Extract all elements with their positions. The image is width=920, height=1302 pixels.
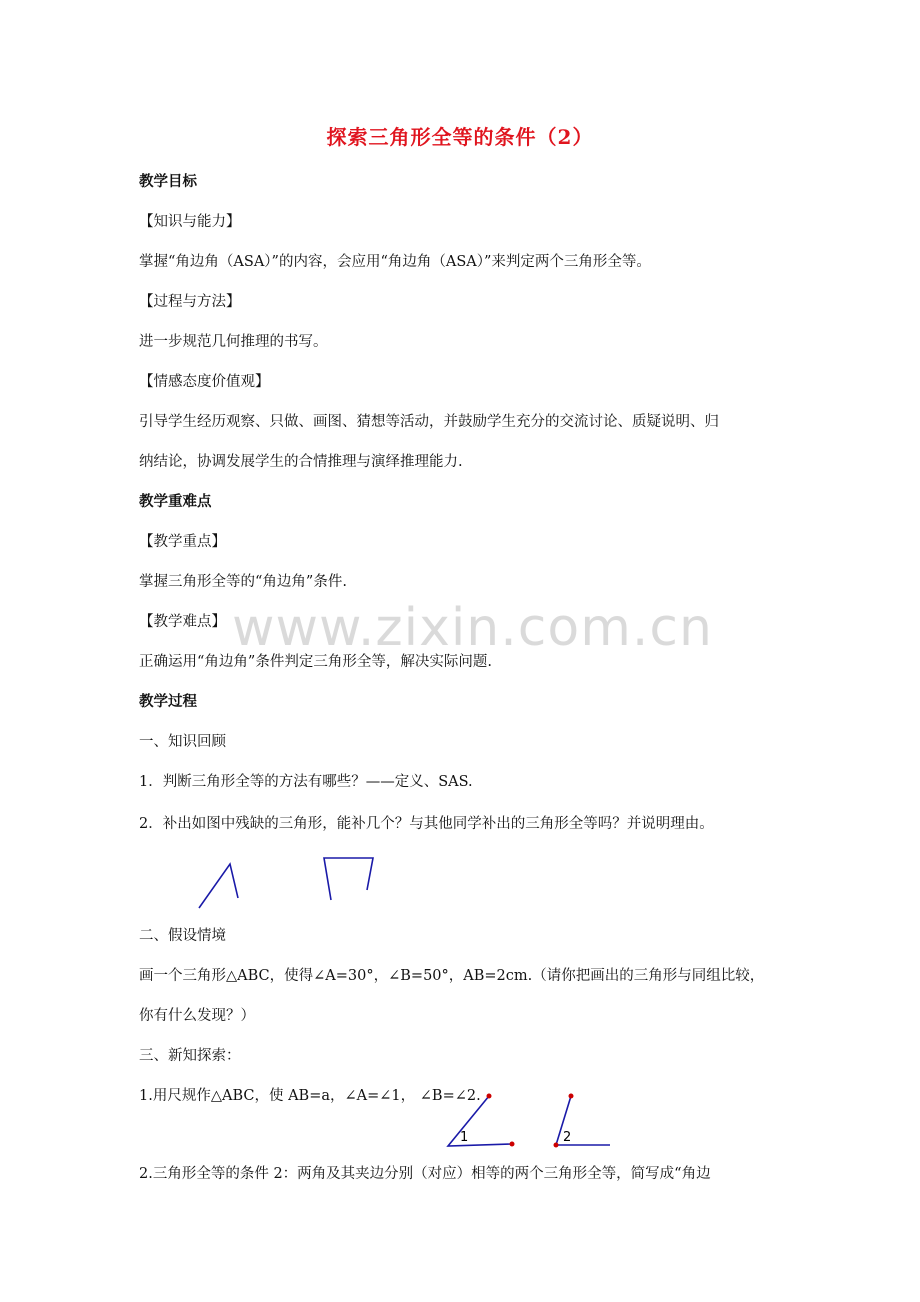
attitude-text-2: 纳结论，协调发展学生的合情推理与演绎推理能力. (139, 454, 463, 470)
attitude-text-1: 引导学生经历观察、只做、画图、猜想等活动，并鼓励学生充分的交流讨论、质疑说明、归 (139, 414, 719, 430)
process-text: 进一步规范几何推理的书写。 (139, 334, 328, 350)
goals-heading: 教学目标 (139, 173, 197, 190)
explore-heading: 三、新知探索： (139, 1048, 241, 1064)
incomplete-triangle-1 (199, 864, 238, 908)
review-heading: 一、知识回顾 (139, 734, 226, 750)
knowledge-heading: 【知识与能力】 (139, 214, 241, 230)
review-question-1: 1．判断三角形全等的方法有哪些？——定义、SAS. (139, 774, 473, 790)
angle-1-right-point (510, 1142, 515, 1147)
key-heading: 教学重难点 (139, 493, 212, 510)
process-main-heading: 教学过程 (139, 693, 197, 710)
incomplete-triangle-2 (324, 858, 373, 900)
angle-2-top-point (569, 1094, 574, 1099)
attitude-heading: 【情感态度价值观】 (139, 374, 270, 390)
difficult-heading: 【教学难点】 (139, 614, 226, 630)
explore-item-1: 1.用尺规作△ABC，使 AB=a，∠A=∠1， ∠B=∠2. (139, 1088, 481, 1104)
scenario-text-2: 你有什么发现？） (139, 1008, 255, 1024)
angle-1-figure (448, 1096, 512, 1146)
scenario-heading: 二、假设情境 (139, 928, 226, 944)
angle-2-label: 2 (563, 1130, 572, 1145)
angle-1-top-point (487, 1094, 492, 1099)
key-point-heading: 【教学重点】 (139, 534, 226, 550)
knowledge-text: 掌握“角边角（ASA）”的内容，会应用“角边角（ASA）”来判定两个三角形全等。 (139, 254, 651, 270)
watermark: www.zixin.com.cn (232, 598, 713, 658)
angle-2-vertex-point (554, 1143, 559, 1148)
explore-item-2: 2.三角形全等的条件 2：两角及其夹边分别（对应）相等的两个三角形全等，简写成“角边 (139, 1166, 711, 1182)
scenario-text-1: 画一个三角形△ABC，使得∠A=30°，∠B=50°，AB=2cm.（请你把画出的三角形与同组比较， (139, 968, 765, 984)
angle-1-label: 1 (460, 1130, 469, 1145)
process-heading: 【过程与方法】 (139, 294, 241, 310)
review-question-2: 2．补出如图中残缺的三角形，能补几个？与其他同学补出的三角形全等吗？并说明理由。 (139, 816, 714, 832)
key-point-text: 掌握三角形全等的“角边角”条件. (139, 574, 347, 590)
difficult-text: 正确运用“角边角”条件判定三角形全等，解决实际问题. (139, 654, 492, 670)
document-title: 探索三角形全等的条件（2） (326, 125, 594, 149)
